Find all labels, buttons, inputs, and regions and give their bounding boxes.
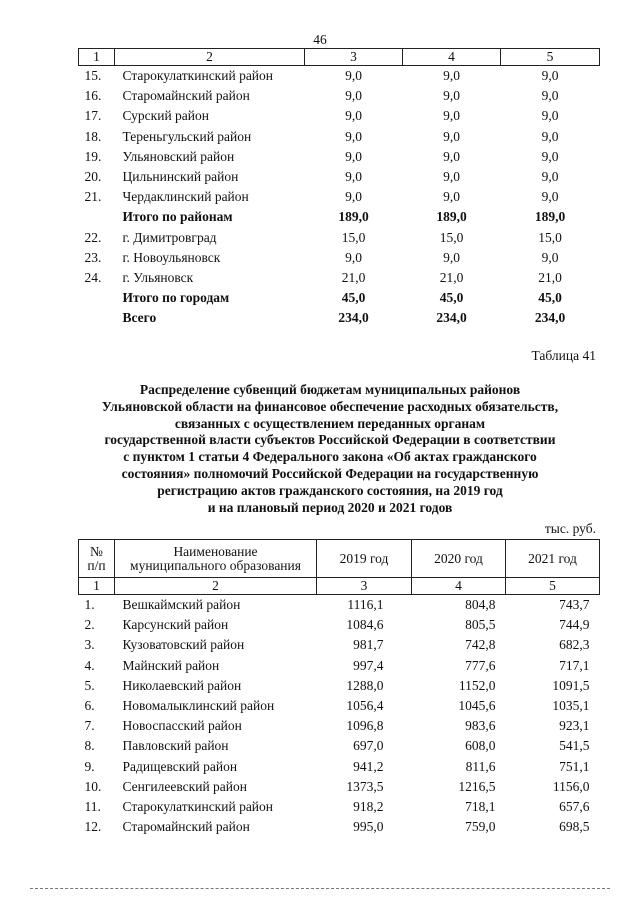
row-number: 6. (84, 698, 95, 714)
value-2020: 804,8 (465, 597, 496, 612)
title-line: государственной власти субъектов Российской Федерации в соответствии (104, 432, 556, 448)
row-number: 19. (84, 148, 102, 164)
row-number: 1. (84, 597, 95, 612)
value-2020: 811,6 (465, 758, 496, 774)
value-col5: 9,0 (541, 249, 559, 265)
municipality-name: Старокулаткинский район (122, 68, 274, 83)
value-2019: 1056,4 (346, 698, 384, 714)
header-name (115, 540, 317, 578)
header-2021: 2021 год (506, 540, 600, 578)
value-2019: 918,2 (353, 799, 384, 815)
value-2020: 1045,6 (458, 698, 496, 714)
row-number: 18. (84, 128, 102, 144)
page-number: 46 (313, 32, 327, 47)
value-col3: 234,0 (338, 310, 369, 326)
header-number (79, 540, 115, 578)
value-2019: 1116,1 (347, 597, 384, 612)
value-2020: 983,6 (465, 718, 496, 734)
value-2021: 923,1 (559, 718, 590, 734)
value-2019: 1084,6 (346, 617, 384, 633)
municipality-name: Старомайнский район (122, 819, 250, 835)
value-col3: 9,0 (345, 68, 362, 83)
value-col3: 15,0 (341, 229, 366, 245)
value-col4: 9,0 (443, 148, 460, 164)
value-col3: 9,0 (345, 249, 362, 265)
continuation-table (78, 48, 600, 329)
units-label: тыс. руб. (544, 521, 596, 536)
value-col5: 9,0 (541, 68, 559, 83)
header-text: п/п (87, 557, 106, 573)
row-number: 2. (84, 617, 95, 633)
value-col4: 15,0 (439, 229, 464, 245)
table-row (79, 167, 600, 187)
table-row (79, 797, 600, 817)
value-2019: 995,0 (353, 819, 384, 835)
municipality-name: Радищевский район (122, 758, 238, 774)
value-col5: 45,0 (538, 290, 562, 306)
row-number: 22. (84, 229, 102, 245)
value-2020: 777,6 (465, 657, 496, 673)
table-row (79, 716, 600, 736)
title-line: с пунктом 1 статьи 4 Федерального закона «Об актах гражданского (123, 449, 537, 465)
value-col4: 234,0 (436, 310, 467, 326)
table-title (60, 382, 600, 516)
value-2019: 997,4 (353, 657, 384, 673)
municipality-name: Сенгилеевский район (122, 778, 247, 794)
municipality-name: Чердаклинский район (122, 189, 249, 205)
value-2019: 1096,8 (346, 718, 384, 734)
municipality-name: Всего (122, 310, 157, 326)
municipality-name: Ульяновский район (122, 148, 235, 164)
value-col5: 9,0 (541, 148, 559, 164)
table-row (79, 147, 600, 167)
value-col5: 9,0 (541, 108, 559, 124)
value-col4: 189,0 (436, 209, 467, 225)
table-row (79, 676, 600, 696)
value-2019: 941,2 (353, 758, 384, 774)
table-row (79, 228, 600, 248)
municipality-name: Новоспасский район (122, 718, 242, 734)
table-row (79, 817, 600, 837)
value-2020: 608,0 (465, 738, 496, 754)
value-col5: 9,0 (541, 128, 559, 144)
table-row (79, 248, 600, 268)
column-number-row (79, 49, 600, 66)
municipality-name: Майнский район (122, 657, 220, 673)
total-row (79, 288, 600, 308)
value-2021: 1035,1 (552, 698, 590, 714)
value-col3: 189,0 (338, 209, 369, 225)
municipality-name: Карсунский район (122, 617, 229, 633)
value-2019: 1288,0 (346, 677, 384, 693)
value-col4: 9,0 (443, 249, 460, 265)
header-2020: 2020 год (412, 540, 506, 578)
municipality-name: Новомалыклинский район (122, 698, 275, 714)
value-col4: 9,0 (443, 68, 460, 83)
value-2021: 1091,5 (552, 677, 590, 693)
value-col4: 45,0 (439, 290, 464, 306)
row-number: 5. (84, 677, 95, 693)
column-number: 2 (115, 49, 305, 66)
column-number-row (79, 578, 600, 595)
value-2019: 981,7 (353, 637, 384, 653)
title-line: и на плановый период 2020 и 2021 годов (207, 499, 453, 515)
municipality-name: Николаевский район (122, 677, 242, 693)
value-2020: 759,0 (465, 819, 496, 835)
value-col5: 9,0 (541, 189, 559, 205)
title-line: связанных с осуществлением переданных органам (174, 415, 486, 431)
row-number: 17. (84, 108, 102, 124)
table-row (79, 106, 600, 126)
value-col3: 21,0 (341, 270, 366, 286)
total-row (79, 308, 600, 328)
value-col4: 9,0 (443, 108, 460, 124)
header-text: № (90, 543, 103, 559)
table-row (79, 595, 600, 616)
table-row (79, 696, 600, 716)
subvention-table (78, 539, 600, 837)
row-number: 10. (84, 778, 102, 794)
column-number: 1 (79, 578, 115, 595)
row-number: 23. (84, 249, 102, 265)
title-line: Распределение субвенций бюджетам муниципальных районов (139, 382, 521, 397)
row-number: 11. (84, 799, 101, 815)
municipality-name: Старокулаткинский район (122, 799, 274, 815)
row-number (79, 308, 115, 328)
municipality-name: г. Димитровград (122, 229, 217, 245)
table-row (79, 66, 600, 87)
value-col5: 234,0 (534, 310, 566, 326)
column-number: 4 (412, 578, 506, 595)
value-2019: 697,0 (353, 738, 384, 754)
value-2021: 682,3 (559, 637, 590, 653)
header-text: Наименование (173, 543, 258, 559)
row-number (79, 207, 115, 227)
table-row (79, 656, 600, 676)
value-col3: 9,0 (345, 148, 362, 164)
row-number: 9. (84, 758, 95, 774)
table-row (79, 86, 600, 106)
table-row (79, 777, 600, 797)
table-row (79, 615, 600, 635)
row-number: 24. (84, 270, 102, 286)
value-col5: 9,0 (541, 88, 559, 104)
municipality-name: Итого по городам (122, 290, 230, 306)
row-number: 7. (84, 718, 95, 734)
value-col5: 9,0 (541, 169, 559, 185)
value-col3: 9,0 (345, 88, 362, 104)
municipality-name: Цильнинский район (122, 169, 239, 185)
table-row (79, 187, 600, 207)
row-number: 16. (84, 88, 102, 104)
value-col3: 9,0 (345, 189, 362, 205)
value-2020: 718,1 (465, 799, 496, 815)
column-number: 1 (79, 49, 115, 66)
value-2020: 742,8 (465, 637, 496, 653)
column-number: 3 (317, 578, 412, 595)
municipality-name: Старомайнский район (122, 88, 250, 104)
column-number: 2 (115, 578, 317, 595)
municipality-name: Павловский район (122, 738, 229, 754)
header-text: муниципального образования (130, 557, 301, 573)
table-header-row (79, 540, 600, 578)
value-col5: 189,0 (534, 209, 566, 225)
value-2020: 1216,5 (458, 778, 496, 794)
title-line: Ульяновской области на финансовое обеспечение расходных обязательств, (101, 398, 559, 414)
value-col4: 21,0 (439, 270, 464, 286)
municipality-name: Вешкаймский район (122, 597, 241, 612)
scan-artifact-line (30, 888, 610, 889)
row-number: 20. (84, 169, 102, 185)
column-number: 4 (403, 49, 501, 66)
municipality-name: Тереньгульский район (122, 128, 252, 144)
municipality-name: Сурский район (122, 108, 209, 124)
value-col3: 9,0 (345, 128, 362, 144)
column-number: 5 (506, 578, 600, 595)
table-caption: Таблица 41 (531, 348, 596, 363)
table-row (79, 635, 600, 655)
table-row (79, 127, 600, 147)
row-number: 3. (84, 637, 95, 653)
row-number: 12. (84, 819, 102, 835)
row-number: 4. (84, 657, 95, 673)
row-number: 21. (84, 189, 102, 205)
value-col3: 45,0 (341, 290, 366, 306)
value-2021: 743,7 (559, 597, 590, 612)
total-row (79, 207, 600, 227)
value-2021: 751,1 (559, 758, 590, 774)
value-2021: 1156,0 (552, 778, 590, 794)
value-col5: 15,0 (538, 229, 562, 245)
municipality-name: Итого по районам (122, 209, 233, 225)
table-row (79, 757, 600, 777)
value-2021: 744,9 (559, 617, 590, 633)
row-number: 8. (84, 738, 95, 754)
row-number: 15. (84, 68, 102, 83)
column-number: 5 (501, 49, 600, 66)
title-line: регистрацию актов гражданского состояния, на 2019 год (157, 482, 503, 498)
value-col4: 9,0 (443, 189, 460, 205)
value-col4: 9,0 (443, 88, 460, 104)
header-2019: 2019 год (317, 540, 412, 578)
municipality-name: г. Новоульяновск (122, 249, 221, 265)
table-row (79, 268, 600, 288)
value-col5: 21,0 (538, 270, 562, 286)
value-2020: 805,5 (465, 617, 496, 633)
value-2021: 657,6 (559, 799, 590, 815)
value-col4: 9,0 (443, 128, 460, 144)
value-2019: 1373,5 (346, 778, 384, 794)
value-2021: 698,5 (559, 819, 590, 835)
title-line: состояния» полномочий Российской Федерации на государственную (121, 465, 539, 481)
column-number: 3 (305, 49, 403, 66)
municipality-name: г. Ульяновск (122, 270, 194, 286)
value-col3: 9,0 (345, 169, 362, 185)
value-col4: 9,0 (443, 169, 460, 185)
row-number (79, 288, 115, 308)
value-col3: 9,0 (345, 108, 362, 124)
municipality-name: Кузоватовский район (122, 637, 245, 653)
value-2021: 541,5 (559, 738, 590, 754)
table-row (79, 736, 600, 756)
value-2020: 1152,0 (458, 677, 496, 693)
value-2021: 717,1 (559, 657, 590, 673)
